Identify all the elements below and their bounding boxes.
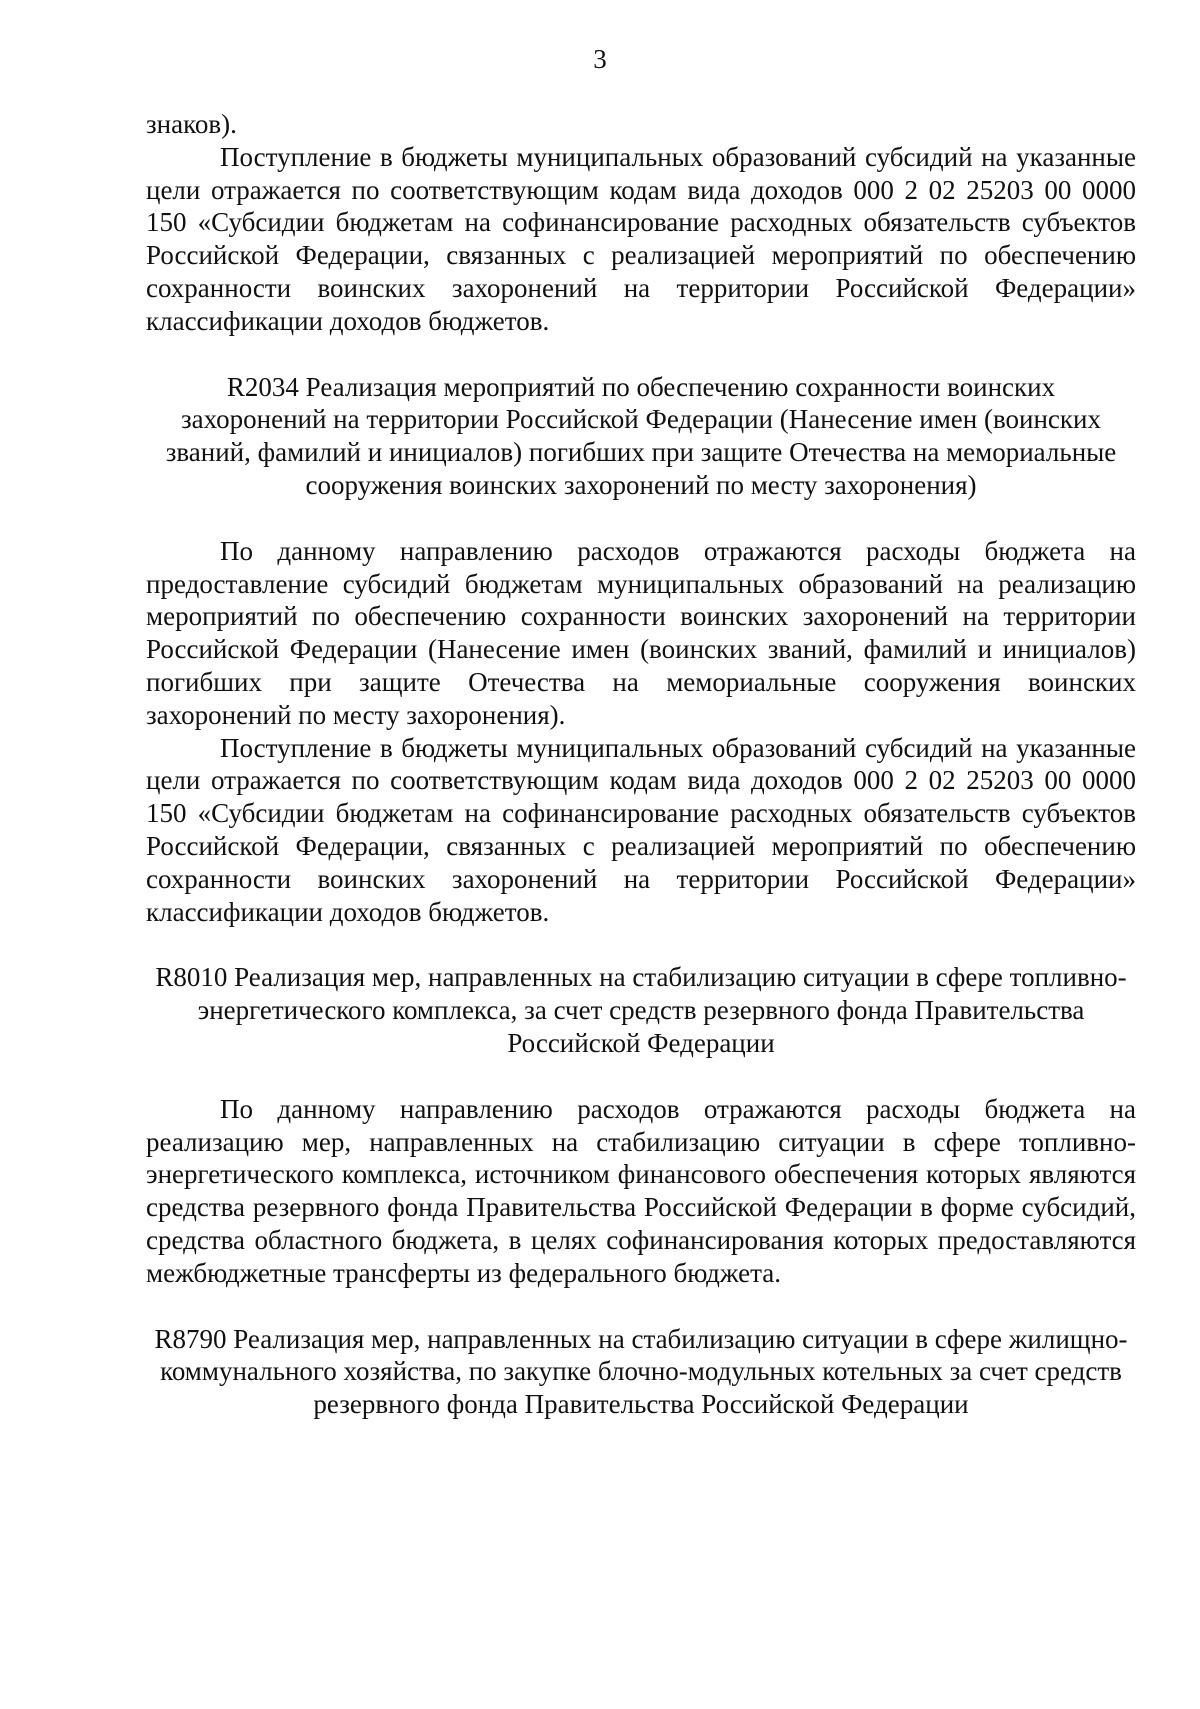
section-heading-r8790: R8790 Реализация мер, направленных на стабилизацию ситуации в сфере жилищно-коммунального хозяйства, по закупке блочно-модульных котельных за счет средств резервного фонда Правительства Российской Федерации bbox=[154, 1323, 1128, 1420]
paragraph-income-codes-1: Поступление в бюджеты муниципальных образований субсидий на указанные цели отражается по соответствующим кодам вида доходов 000 2 02 25203 00 0000 150 «Субсидии бюджетам на софинансирование расходных обязательств субъектов Российской Федерации, связанных с реализацией мероприятий по обеспечению сохранности воинских захоронений на территории Российской Федерации» классификации доходов бюджетов. bbox=[146, 141, 1136, 336]
paragraph-r2034-description: По данному направлению расходов отражаются расходы бюджета на предоставление субсидий бюджетам муниципальных образований на реализацию мероприятий по обеспечению сохранности воинских захоронений на территории Российской Федерации (Нанесение имен (воинских званий, фамилий и инициалов) погибших при защите Отечества на мемориальные сооружения воинских захоронений по месту захоронения). bbox=[146, 535, 1136, 730]
spacer bbox=[146, 502, 1136, 535]
spacer bbox=[146, 1290, 1136, 1323]
paragraph-r8010-description: По данному направлению расходов отражаются расходы бюджета на реализацию мер, направленных на стабилизацию ситуации в сфере топливно-энергетического комплекса, источником финансового обеспечения которых являются средства резервного фонда Правительства Российской Федерации в форме субсидий, средства областного бюджета, в целях софинансирования которых предоставляются межбюджетные трансферты из федерального бюджета. bbox=[146, 1093, 1136, 1288]
section-heading-r2034: R2034 Реализация мероприятий по обеспечению сохранности воинских захоронений на территории Российской Федерации (Нанесение имен (воинских званий, фамилий и инициалов) погибших при защите Отечества на мемориальные сооружения воинских захоронений по месту захоронения) bbox=[165, 371, 1117, 500]
spacer bbox=[146, 928, 1136, 961]
paragraph-continuation: знаков). bbox=[146, 109, 237, 139]
spacer bbox=[146, 338, 1136, 371]
paragraph-income-codes-2: Поступление в бюджеты муниципальных образований субсидий на указанные цели отражается по соответствующим кодам вида доходов 000 2 02 25203 00 0000 150 «Субсидии бюджетам на софинансирование расходных обязательств субъектов Российской Федерации, связанных с реализацией мероприятий по обеспечению сохранности воинских захоронений на территории Российской Федерации» классификации доходов бюджетов. bbox=[146, 732, 1136, 927]
page-number: 3 bbox=[593, 44, 607, 74]
document-body bbox=[146, 108, 1136, 1421]
section-heading-r8010: R8010 Реализация мер, направленных на стабилизацию ситуации в сфере топливно-энергетического комплекса, за счет средств резервного фонда Правительства Российской Федерации bbox=[155, 962, 1127, 1058]
spacer bbox=[146, 1060, 1136, 1093]
